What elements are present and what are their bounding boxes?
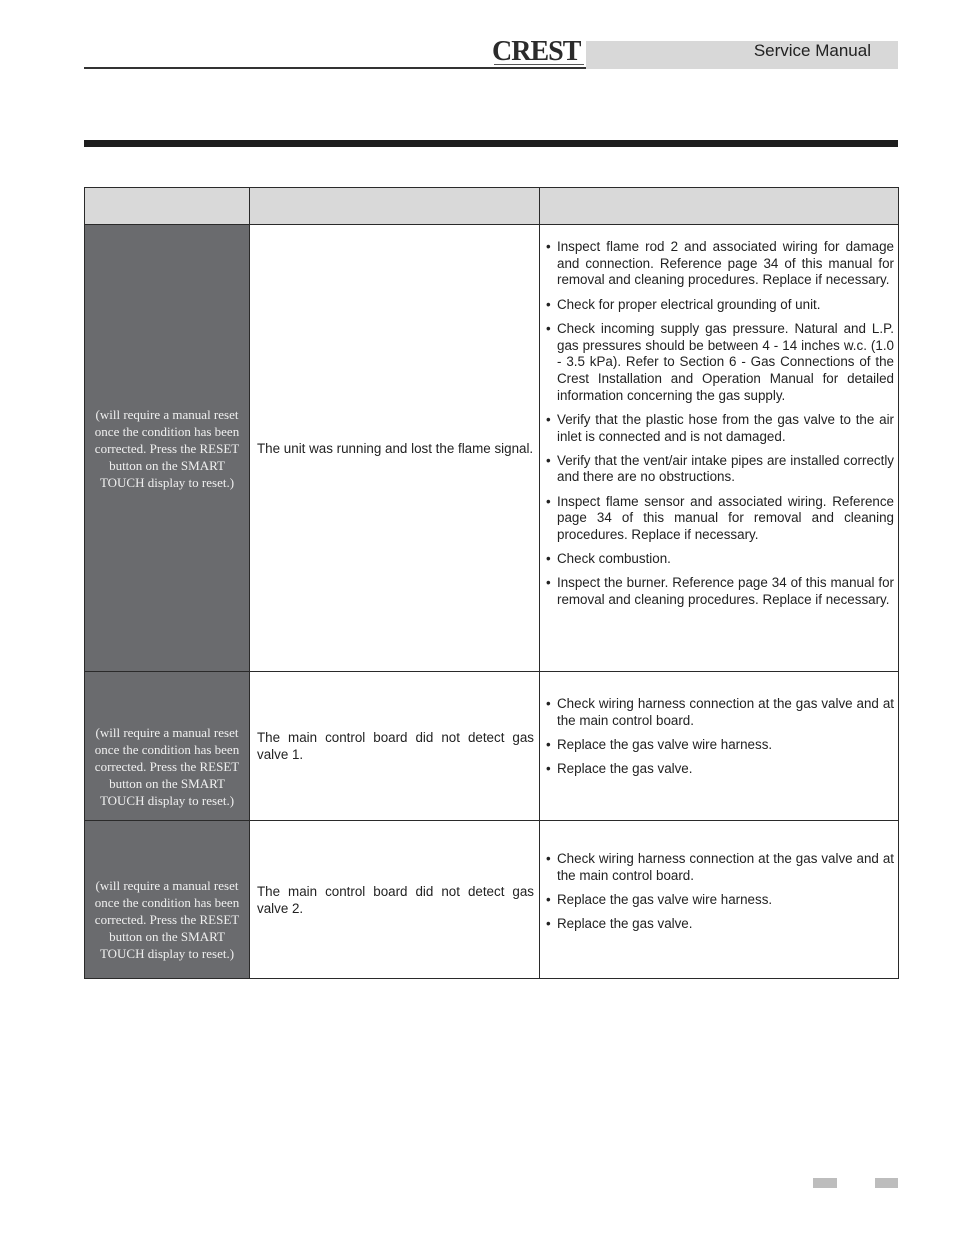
- list-item: • Replace the gas valve.: [546, 761, 894, 778]
- list-item: • Check wiring harness connection at the gas valve and at the main control board.: [546, 696, 894, 729]
- action-cell: [540, 225, 899, 672]
- page-number-tab-right: [875, 1178, 898, 1188]
- list-item: • Check combustion.: [546, 551, 894, 568]
- header-cell-action: [540, 188, 899, 225]
- cause-text: The main control board did not detect gas valve 1.: [257, 730, 534, 762]
- crest-logo: [492, 36, 588, 70]
- action-cell: [540, 672, 899, 821]
- table-row: [85, 225, 899, 672]
- fault-code-cell: [85, 672, 250, 821]
- brand-name: CREST: [492, 36, 581, 67]
- list-item: • Replace the gas valve.: [546, 916, 894, 933]
- list-item: • Check wiring harness connection at the gas valve and at the main control board.: [546, 851, 894, 884]
- table-row: [85, 672, 899, 821]
- list-item: • Inspect flame sensor and associated wiring. Reference page 34 of this manual for removal and cleaning procedures. Replace if necessary.: [546, 494, 894, 544]
- table-header-row: [85, 188, 899, 225]
- reset-note: (will require a manual reset once the condition has been corrected. Press the RESET button on the SMART TOUCH display to reset.): [94, 878, 240, 961]
- section-bar: [84, 140, 898, 147]
- reset-note: (will require a manual reset once the condition has been corrected. Press the RESET button on the SMART TOUCH display to reset.): [94, 724, 240, 808]
- action-list: [546, 696, 894, 778]
- document-title: Service Manual: [753, 41, 871, 60]
- reset-note: (will require a manual reset once the condition has been corrected. Press the RESET button on the SMART TOUCH display to reset.): [94, 406, 240, 490]
- list-item: • Replace the gas valve wire harness.: [546, 737, 894, 754]
- fault-code-cell: [85, 225, 250, 672]
- fault-table: [84, 187, 899, 979]
- logo-underline: [494, 64, 584, 69]
- list-item: • Inspect the burner. Reference page 34 of this manual for removal and cleaning procedures. Replace if necessary.: [546, 575, 894, 608]
- list-item: • Check for proper electrical grounding of unit.: [546, 297, 894, 314]
- list-item: • Check incoming supply gas pressure. Natural and L.P. gas pressures should be between 4 - 14 inches w.c. (1.0 - 3.5 kPa). Refer to Section 6 - Gas Connections of the Crest Installation and Operation Manual for detailed information concerning the gas supply.: [546, 321, 894, 405]
- cause-text: The unit was running and lost the flame signal.: [257, 440, 534, 456]
- list-item: • Verify that the vent/air intake pipes are installed correctly and there are no obstructions.: [546, 453, 894, 486]
- cause-cell: [250, 672, 540, 821]
- table-row: [85, 821, 899, 979]
- header-cell-code: [85, 188, 250, 225]
- cause-cell: [250, 225, 540, 672]
- page-number-tab-left: [813, 1178, 837, 1188]
- fault-code-cell: [85, 821, 250, 979]
- list-item: • Inspect flame rod 2 and associated wiring for damage and connection. Reference page 34 of this manual for removal and cleaning procedures. Replace if necessary.: [546, 239, 894, 289]
- header-cell-cause: [250, 188, 540, 225]
- action-cell: [540, 821, 899, 979]
- action-list: [546, 239, 894, 609]
- list-item: • Replace the gas valve wire harness.: [546, 892, 894, 909]
- action-list: [546, 851, 894, 933]
- list-item: • Verify that the plastic hose from the gas valve to the air inlet is connected and is not damaged.: [546, 412, 894, 445]
- cause-cell: [250, 821, 540, 979]
- cause-text: The main control board did not detect gas valve 2.: [257, 883, 534, 916]
- header-band: [586, 41, 898, 69]
